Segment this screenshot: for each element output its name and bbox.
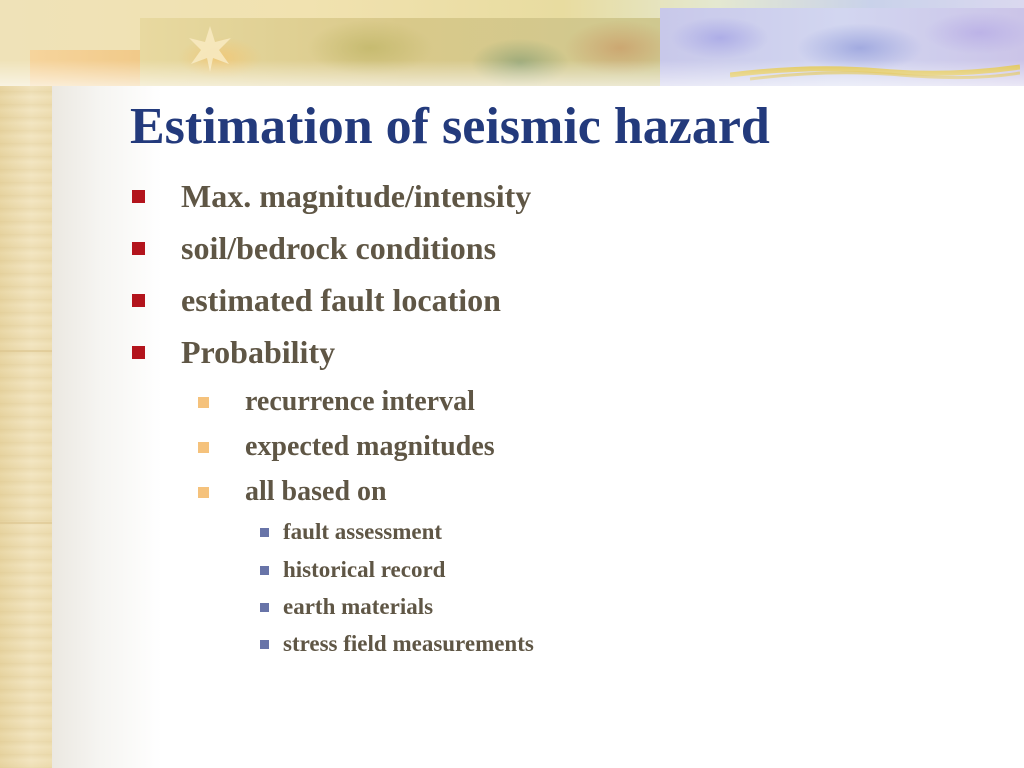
left-decorative-strip xyxy=(0,0,52,768)
bullet-text: estimated fault location xyxy=(181,282,501,318)
banner-fade xyxy=(0,60,1024,86)
bullet-item xyxy=(132,282,501,319)
sub-bullet-item xyxy=(198,476,387,508)
bullet-text: Probability xyxy=(181,334,336,370)
bullet-text: soil/bedrock conditions xyxy=(181,230,497,266)
square-bullet-icon xyxy=(132,190,145,203)
slide-title: Estimation of seismic hazard xyxy=(130,98,770,155)
sub-bullet-text: recurrence interval xyxy=(245,386,475,417)
sub-sub-bullet-item xyxy=(260,519,442,545)
square-bullet-icon xyxy=(260,528,269,537)
sub-sub-bullet-text: fault assessment xyxy=(283,519,443,544)
sub-sub-bullet-item xyxy=(260,594,433,620)
sub-sub-bullet-text: historical record xyxy=(283,557,446,582)
top-decorative-banner xyxy=(0,0,1024,86)
square-bullet-icon xyxy=(260,603,269,612)
sub-bullet-item xyxy=(198,386,475,418)
bullet-text: Max. magnitude/intensity xyxy=(181,178,532,214)
sub-sub-bullet-text: earth materials xyxy=(283,594,434,619)
bullet-item xyxy=(132,334,335,371)
bullet-item xyxy=(132,178,531,215)
bullet-item xyxy=(132,230,496,267)
square-bullet-icon xyxy=(260,640,269,649)
square-bullet-icon xyxy=(198,487,209,498)
square-bullet-icon xyxy=(198,442,209,453)
square-bullet-icon xyxy=(198,397,209,408)
sub-sub-bullet-item xyxy=(260,557,445,583)
sub-sub-bullet-item xyxy=(260,631,534,657)
square-bullet-icon xyxy=(260,566,269,575)
sub-sub-bullet-text: stress field measurements xyxy=(283,631,534,656)
strip-seam xyxy=(0,522,52,524)
sub-bullet-text: all based on xyxy=(245,476,387,507)
sub-bullet-text: expected magnitudes xyxy=(245,431,495,462)
square-bullet-icon xyxy=(132,346,145,359)
strip-seam xyxy=(0,350,52,352)
sub-bullet-item xyxy=(198,431,495,463)
square-bullet-icon xyxy=(132,242,145,255)
square-bullet-icon xyxy=(132,294,145,307)
